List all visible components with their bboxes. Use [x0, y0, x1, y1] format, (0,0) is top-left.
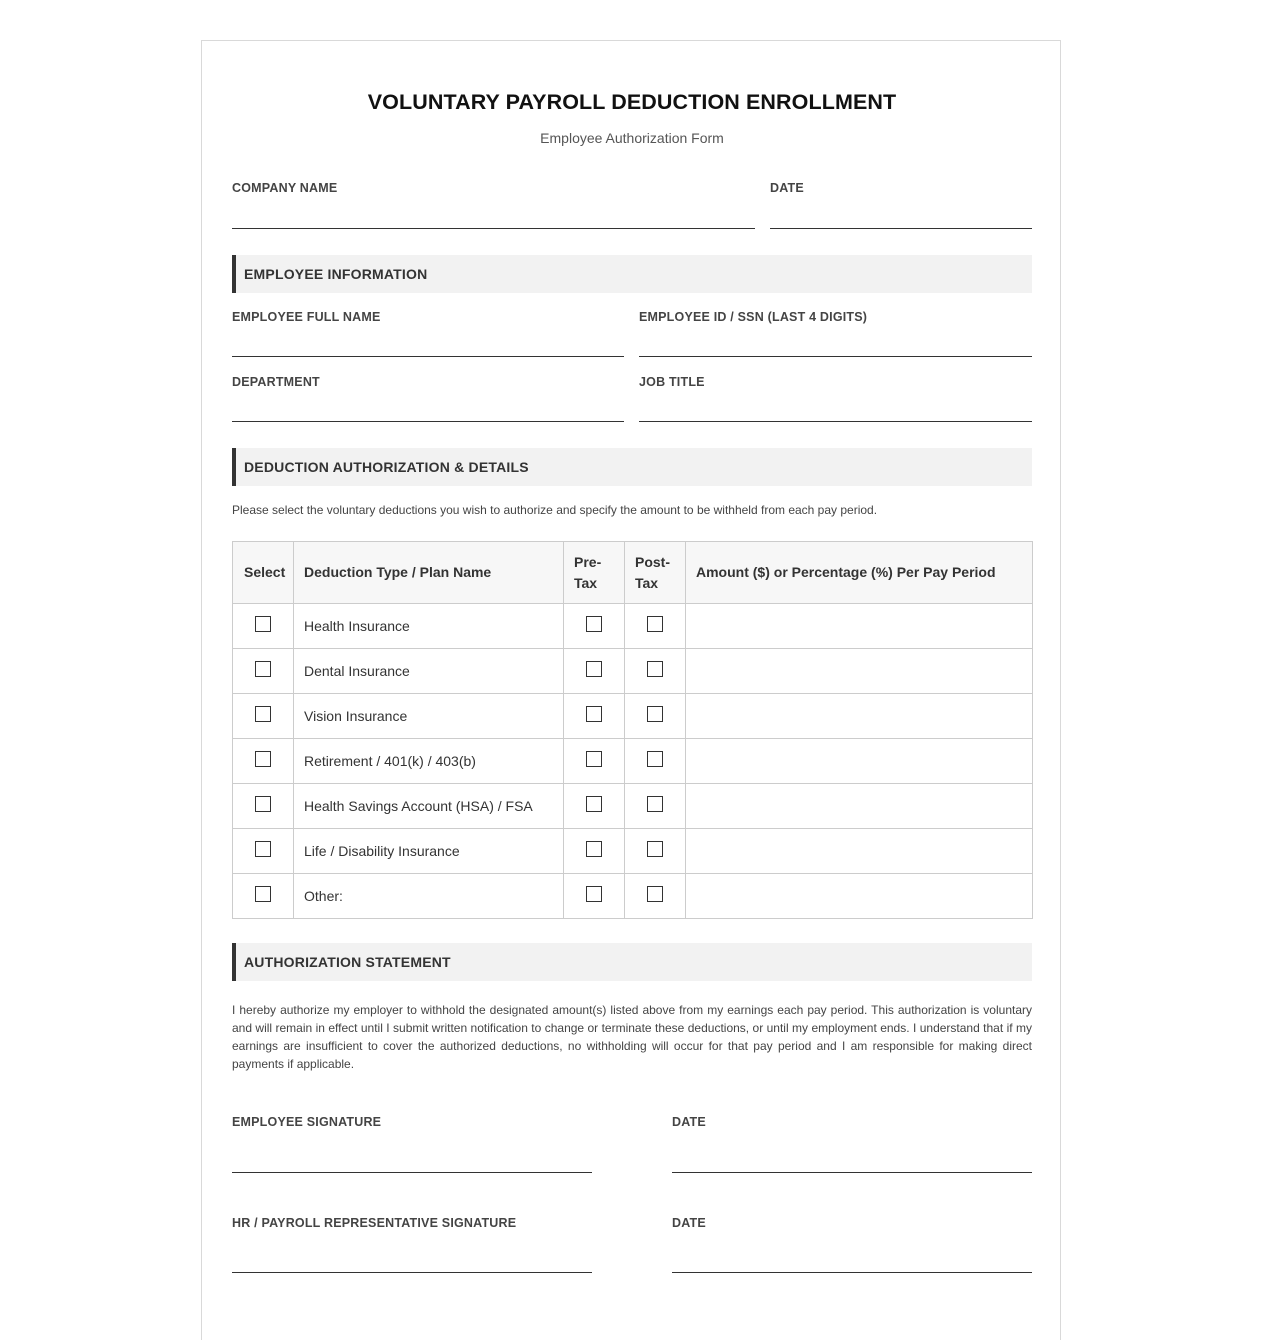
deduction-name: Dental Insurance: [294, 649, 564, 694]
select-checkbox[interactable]: [255, 706, 271, 722]
post-tax-header-line1: Post-: [635, 553, 670, 570]
table-row: [233, 874, 1033, 919]
deduction-instructions: Please select the voluntary deductions you wish to authorize and specify the amount to be withheld from each pay period.: [232, 503, 878, 517]
deduction-table: [232, 541, 1033, 919]
amount-field[interactable]: [686, 694, 1033, 739]
select-checkbox[interactable]: [255, 661, 271, 677]
deduction-name: Life / Disability Insurance: [294, 829, 564, 874]
post-tax-checkbox[interactable]: [647, 616, 663, 632]
select-checkbox[interactable]: [255, 796, 271, 812]
deduction-authorization-heading: [232, 448, 1032, 486]
select-checkbox[interactable]: [255, 751, 271, 767]
hr-date-field[interactable]: [672, 1272, 1032, 1273]
table-row: [233, 694, 1033, 739]
company-name-field[interactable]: [232, 228, 755, 229]
deduction-name: Vision Insurance: [294, 694, 564, 739]
post-tax-cell: [625, 739, 686, 784]
select-checkbox[interactable]: [255, 841, 271, 857]
pre-tax-cell: [564, 874, 625, 919]
post-tax-checkbox[interactable]: [647, 661, 663, 677]
deduction-name: Other:: [294, 874, 564, 919]
employee-date-field[interactable]: [672, 1172, 1032, 1173]
post-tax-cell: [625, 694, 686, 739]
amount-field[interactable]: [686, 874, 1033, 919]
select-cell: [233, 739, 294, 784]
amount-field[interactable]: [686, 829, 1033, 874]
hr-signature-label: HR / PAYROLL REPRESENTATIVE SIGNATURE: [232, 1216, 517, 1230]
pre-tax-checkbox[interactable]: [586, 616, 602, 632]
table-row: [233, 604, 1033, 649]
post-tax-cell: [625, 649, 686, 694]
form-page: [201, 40, 1061, 1340]
employee-full-name-label: EMPLOYEE FULL NAME: [232, 310, 381, 324]
section-heading-text: DEDUCTION AUTHORIZATION & DETAILS: [244, 459, 529, 475]
post-tax-cell: [625, 604, 686, 649]
employee-signature-label: EMPLOYEE SIGNATURE: [232, 1115, 382, 1129]
job-title-field[interactable]: [639, 421, 1032, 422]
employee-full-name-field[interactable]: [232, 356, 624, 357]
pre-tax-cell: [564, 694, 625, 739]
pre-tax-cell: [564, 739, 625, 784]
deduction-name: Health Insurance: [294, 604, 564, 649]
authorization-statement-text: I hereby authorize my employer to withhold the designated amount(s) listed above from my earnings each pay period. This authorization is voluntary and will remain in effect until I submit written notification to change or terminate these deductions, or until my employment ends. I understand that if my earnings are insufficient to cover the authorized deductions, no withholding will occur for that pay period and I am responsible for making direct payments if applicable.: [232, 1003, 1032, 1071]
date-field[interactable]: [770, 228, 1032, 229]
select-cell: [233, 694, 294, 739]
amount-field[interactable]: [686, 649, 1033, 694]
hr-signature-field[interactable]: [232, 1272, 592, 1273]
post-tax-checkbox[interactable]: [647, 751, 663, 767]
post-tax-checkbox[interactable]: [647, 796, 663, 812]
select-checkbox[interactable]: [255, 886, 271, 902]
post-tax-checkbox[interactable]: [647, 841, 663, 857]
column-header-amount: Amount ($) or Percentage (%) Per Pay Period: [686, 542, 1033, 604]
amount-field[interactable]: [686, 739, 1033, 784]
department-field[interactable]: [232, 421, 624, 422]
deduction-name: Retirement / 401(k) / 403(b): [294, 739, 564, 784]
employee-date-label: DATE: [672, 1115, 706, 1129]
select-cell: [233, 829, 294, 874]
employee-id-field[interactable]: [639, 356, 1032, 357]
pre-tax-checkbox[interactable]: [586, 796, 602, 812]
table-row: [233, 784, 1033, 829]
pre-tax-checkbox[interactable]: [586, 706, 602, 722]
employee-information-heading: [232, 255, 1032, 293]
post-tax-cell: [625, 874, 686, 919]
post-tax-cell: [625, 829, 686, 874]
form-title: VOLUNTARY PAYROLL DEDUCTION ENROLLMENT: [367, 90, 897, 114]
select-cell: [233, 784, 294, 829]
pre-tax-cell: [564, 604, 625, 649]
department-label: DEPARTMENT: [232, 375, 320, 389]
hr-date-label: DATE: [672, 1216, 706, 1230]
job-title-label: JOB TITLE: [639, 375, 705, 389]
pre-tax-cell: [564, 784, 625, 829]
select-checkbox[interactable]: [255, 616, 271, 632]
date-label: DATE: [770, 181, 804, 195]
authorization-statement-heading: [232, 943, 1032, 981]
pre-tax-cell: [564, 829, 625, 874]
section-heading-text: AUTHORIZATION STATEMENT: [244, 954, 451, 970]
pre-tax-cell: [564, 649, 625, 694]
amount-field[interactable]: [686, 784, 1033, 829]
pre-tax-checkbox[interactable]: [586, 841, 602, 857]
table-header-row: [233, 542, 1033, 604]
select-cell: [233, 649, 294, 694]
post-tax-checkbox[interactable]: [647, 706, 663, 722]
amount-field[interactable]: [686, 604, 1033, 649]
select-cell: [233, 604, 294, 649]
select-cell: [233, 874, 294, 919]
section-heading-text: EMPLOYEE INFORMATION: [244, 266, 428, 282]
deduction-name: Health Savings Account (HSA) / FSA: [294, 784, 564, 829]
table-row: [233, 739, 1033, 784]
pre-tax-checkbox[interactable]: [586, 751, 602, 767]
employee-id-label: EMPLOYEE ID / SSN (LAST 4 DIGITS): [639, 310, 868, 324]
post-tax-cell: [625, 784, 686, 829]
employee-signature-field[interactable]: [232, 1172, 592, 1173]
column-header-select: Select: [233, 542, 294, 604]
pre-tax-header-line1: Pre-: [574, 553, 602, 570]
pre-tax-checkbox[interactable]: [586, 661, 602, 677]
column-header-pre-tax: [564, 542, 625, 604]
column-header-post-tax: [625, 542, 686, 604]
post-tax-header-line2: Tax: [635, 574, 659, 591]
form-subtitle: Employee Authorization Form: [540, 130, 724, 146]
pre-tax-header-line2: Tax: [574, 574, 598, 591]
column-header-deduction-type: Deduction Type / Plan Name: [294, 542, 564, 604]
company-name-label: COMPANY NAME: [232, 181, 338, 195]
pre-tax-checkbox[interactable]: [586, 886, 602, 902]
table-row: [233, 649, 1033, 694]
post-tax-checkbox[interactable]: [647, 886, 663, 902]
table-row: [233, 829, 1033, 874]
